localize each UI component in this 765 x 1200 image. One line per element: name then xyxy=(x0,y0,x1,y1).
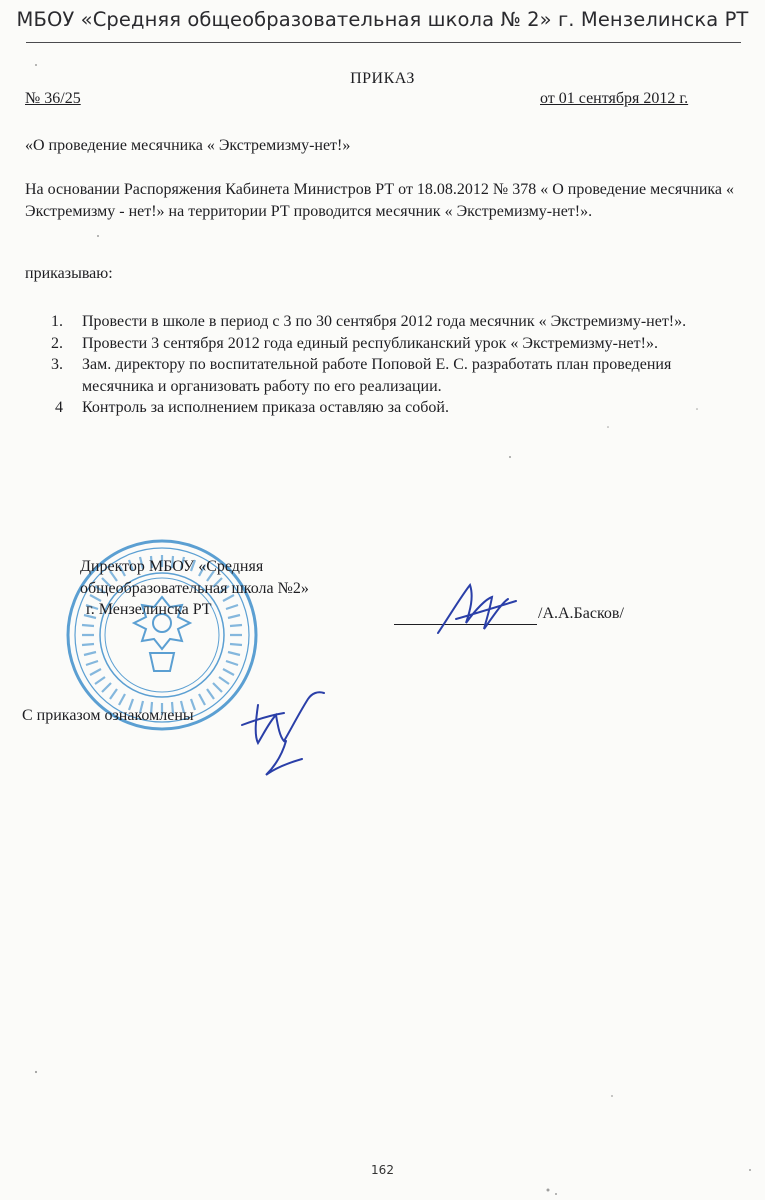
page-number: 162 xyxy=(371,1163,394,1177)
order-item-text: Контроль за исполнением приказа оставляю за собой. xyxy=(82,399,449,416)
director-signature-icon xyxy=(430,575,520,645)
acquainted-label: С приказом ознакомлены xyxy=(22,707,194,724)
order-item-number: 1. xyxy=(51,313,63,330)
director-title-line3: г. Мензелинска РТ xyxy=(86,601,212,618)
order-item-text: Зам. директору по воспитательной работе Поповой Е. С. разработать план проведения месячника и организовать работу по его реализации. xyxy=(82,356,672,395)
director-title-line1: Директор МБОУ «Средняя xyxy=(80,558,264,575)
order-item xyxy=(25,354,725,397)
order-item-number: 4 xyxy=(55,399,63,416)
order-title: ПРИКАЗ xyxy=(350,70,415,87)
order-subject: «О проведение месячника « Экстремизму-нет!» xyxy=(25,137,351,154)
order-item-text: Провести 3 сентября 2012 года единый республиканский урок « Экстремизму-нет!». xyxy=(82,334,658,352)
order-word: приказываю: xyxy=(25,265,113,282)
order-number: № 36/25 xyxy=(25,90,81,107)
order-item xyxy=(25,397,725,419)
director-name: /А.А.Басков/ xyxy=(538,605,624,622)
order-item-number: 2. xyxy=(51,334,63,352)
school-header: МБОУ «Средняя общеобразовательная школа № 2» г. Мензелинска РТ xyxy=(16,8,749,31)
director-title-line2: общеобразовательная школа №2» xyxy=(80,579,309,597)
order-item-number: 3. xyxy=(51,356,63,373)
order-item-text: Провести в школе в период с 3 по 30 сентября 2012 года месячник « Экстремизму-нет!». xyxy=(82,313,687,330)
header-rule xyxy=(26,42,741,43)
order-item xyxy=(25,311,725,333)
acquaintance-signature-icon xyxy=(228,675,328,785)
order-items xyxy=(25,311,725,419)
order-basis: На основании Распоряжения Кабинета Министров РТ от 18.08.2012 № 378 « О проведение месячника « Экстремизму - нет!» на территории РТ проводится месячник « Экстремизму-нет!». xyxy=(25,181,735,220)
order-date: от 01 сентября 2012 г. xyxy=(540,90,689,107)
signature-block xyxy=(80,556,309,621)
order-item xyxy=(25,333,725,355)
